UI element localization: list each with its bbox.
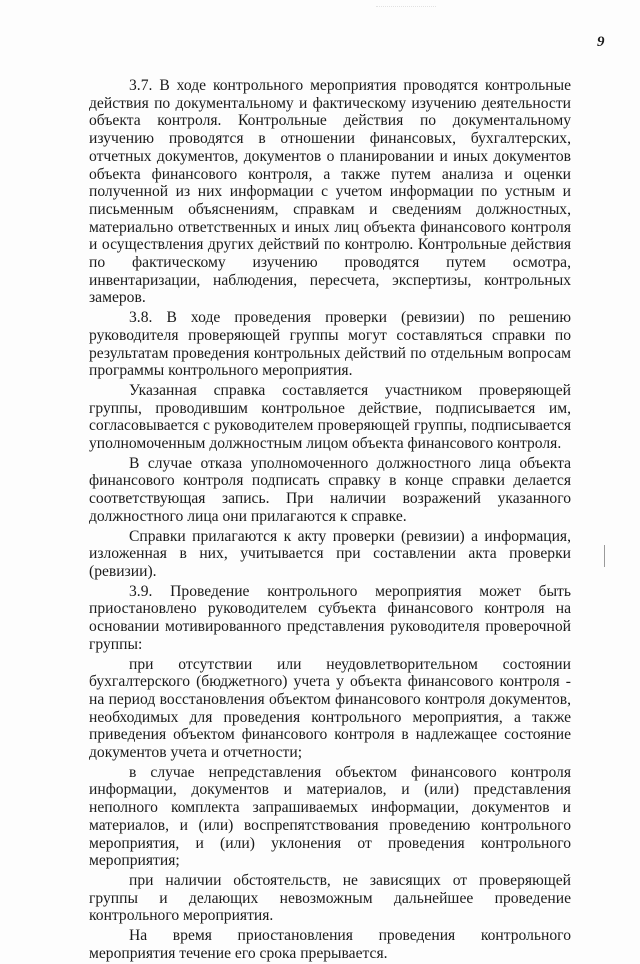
list-item-accounting-absence: при отсутствии или неудовлетворительном состоянии бухгалтерского (бюджетного) учета у объекта финансового контроля - на период восстановления объектом финансового контроля документов, необходимых для проведения контрольного мероприятия, а также приведения объектом финансового контроля в надлежащее состояние документов учета и отчетности; (89, 655, 571, 762)
paragraph-reference-signing: Указанная справка составляется участником проверяющей группы, проводившим контрольное действие, подписывается им, согласовывается с руководителем проверяющей группы, подписывается уполномоченным должностным лицом объекта финансового контроля. (89, 381, 571, 453)
paragraph-refusal-to-sign: В случае отказа уполномоченного должностного лица объекта финансового контроля подписать справку в конце справки делается соответствующая запись. При наличии возражений указанного должностного лица они прилагаются к справке. (89, 454, 571, 525)
list-item-non-submission: в случае непредставления объектом финансового контроля информации, документов и материалов, и (или) представления неполного комплекта запрашиваемых информации, документов и материалов, и (или) воспрепятствования проведению контрольного мероприятия, и (или) уклонения от проведения контрольного мероприятия; (89, 763, 571, 870)
paragraph-reference-attachment: Справки прилагаются к акту проверки (ревизии) а информация, изложенная в них, учитывается при составлении акта проверки (ревизии). (89, 527, 571, 580)
paragraph-suspension-period: На время приостановления проведения контрольного мероприятия течение его срока прерывается. (89, 927, 571, 962)
paragraph-3-8: 3.8. В ходе проведения проверки (ревизии) по решению руководителя проверяющей группы могут составляться справки по результатам проведения контрольных действий по отдельным вопросам программы контрольного мероприятия. (89, 309, 571, 380)
page-number: 9 (597, 34, 605, 50)
scan-artifact (376, 6, 436, 13)
paragraph-3-7: 3.7. В ходе контрольного мероприятия проводятся контрольные действия по документальному и фактическому изучению деятельности объекта контроля. Контрольные действия по документальному изучению проводятся в отношении финансовых, бухгалтерских, отчетных документов, документов о планировании и иных документов объекта финансового контроля, а также путем анализа и оценки полученной из них информации с учетом информации по устным и письменным объяснениям, справкам и сведениям должностных, материально ответственных и иных лиц объекта финансового контроля и осуществления других действий по контролю. Контрольные действия по фактическому изучению проводятся путем осмотра, инвентаризации, наблюдения, пересчета, экспертизы, контрольных замеров. (89, 77, 571, 307)
document-body (89, 77, 571, 964)
list-item-circumstances: при наличии обстоятельств, не зависящих от проверяющей группы и делающих невозможным дальнейшее проведение контрольного мероприятия. (89, 871, 571, 925)
margin-mark (604, 545, 605, 567)
paragraph-3-9: 3.9. Проведение контрольного мероприятия может быть приостановлено руководителем субъекта финансового контроля на основании мотивированного представления руководителя проверочной группы: (89, 582, 571, 653)
